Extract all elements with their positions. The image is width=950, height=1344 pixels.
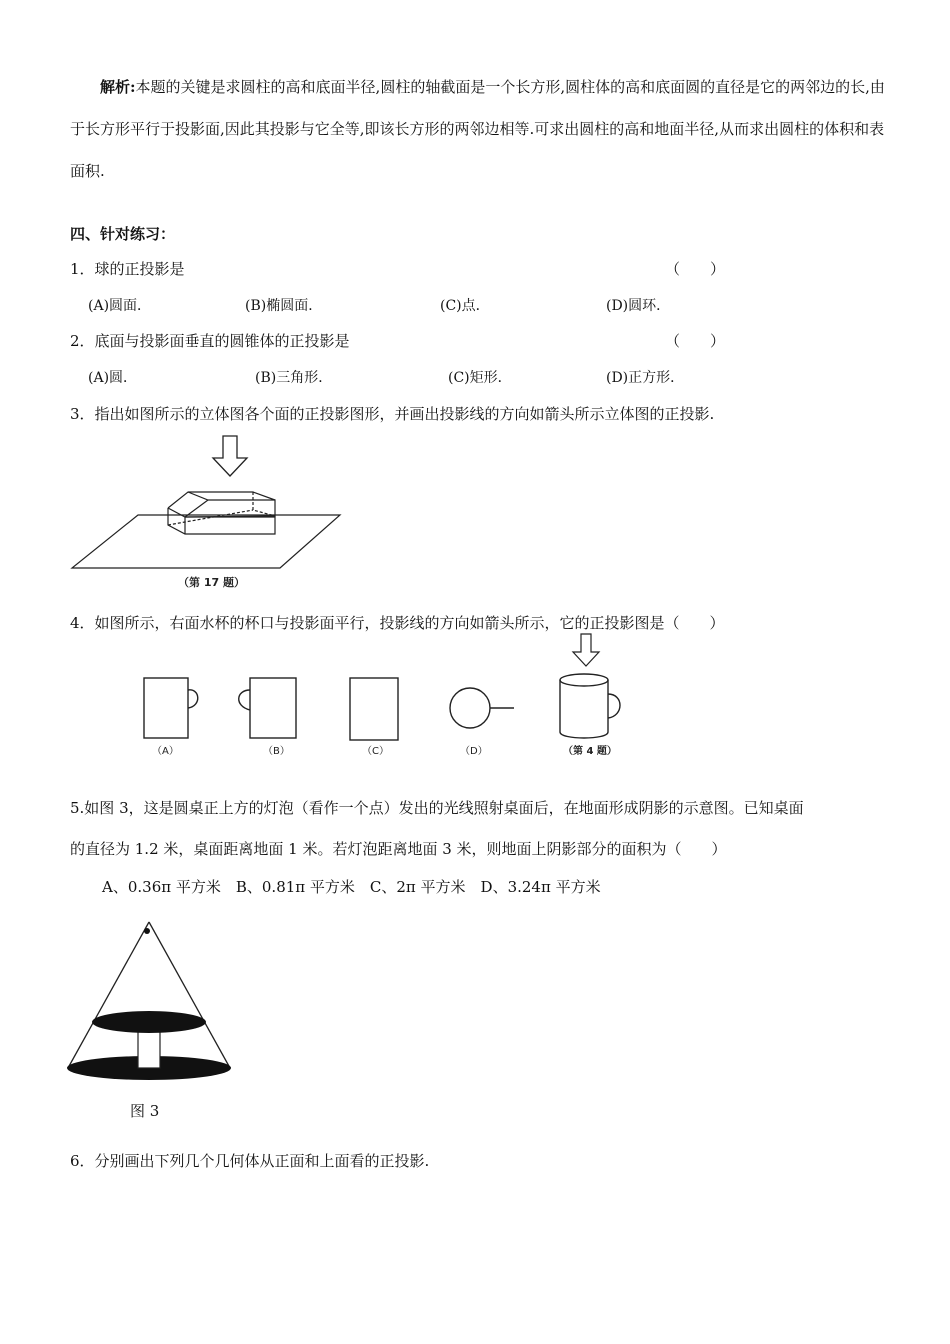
option-c-rectangle-figure [350, 678, 398, 740]
question-2-answer-paren: （ ） [665, 332, 726, 350]
question-2-option-c: (C)矩形． [448, 370, 512, 386]
analysis-text: 本题的关键是求圆柱的高和底面半径,圆柱的轴截面是一个长方形,圆柱体的高和底面圆的直径是它的两邻边的长,由于长方形平行于投影面,因此其投影与它全等,即该长方形的两邻边相等.可求出圆柱的高和地面半径,从而求出圆柱的体积和表面积. [70, 78, 885, 180]
question-2-option-d: (D)正方形． [606, 370, 685, 386]
question-5-line-1: 5.如图 3，这是圆桌正上方的灯泡（看作一个点）发出的光线照射桌面后，在地面形成阴影的示意图。已知桌面 [70, 799, 804, 817]
analysis-label: 解析: [100, 78, 136, 96]
question-1-answer-paren: （ ） [665, 260, 726, 278]
question-2-option-b: (B)三角形． [255, 370, 333, 386]
table-top [92, 1011, 206, 1033]
question-1-stem: 1．球的正投影是 [70, 260, 185, 278]
option-b-label: （B） [263, 746, 290, 757]
down-arrow-icon [573, 634, 599, 666]
question-4-stem: 4．如图所示，右面水杯的杯口与投影面平行，投影线的方向如箭头所示，它的正投影图是（ ） [70, 614, 725, 632]
light-bulb [144, 928, 150, 934]
option-c-label: （C） [362, 746, 389, 757]
projection-plane [72, 515, 340, 568]
cup-solid-figure [560, 674, 620, 738]
question-2-option-a: (A)圆． [88, 370, 138, 386]
question-5-figure [62, 918, 242, 1088]
question-3-stem: 3．指出如图所示的立体图各个面的正投影图形，并画出投影线的方向如箭头所示立体图的正投影. [70, 405, 715, 423]
question-1-option-c: (C)点． [440, 298, 490, 314]
question-3-caption: （第 17 题） [178, 576, 245, 589]
option-a-label: （A） [152, 746, 179, 757]
down-arrow-icon [213, 436, 247, 476]
option-d-label: （D） [460, 746, 488, 757]
question-1-option-a: (A)圆面． [88, 298, 152, 314]
question-2-stem: 2．底面与投影面垂直的圆锥体的正投影是 [70, 332, 350, 350]
question-5-line-2: 的直径为 1.2 米，桌面距离地面 1 米。若灯泡距离地面 3 米，则地面上阴影部分的面积为（ ） [70, 840, 727, 858]
block-solid [168, 492, 275, 534]
question-4-caption: （第 4 题） [563, 746, 617, 757]
option-d-circle-figure [450, 688, 514, 728]
question-3-figure [60, 430, 380, 600]
question-5-figure-caption: 图 3 [130, 1102, 160, 1120]
question-1-option-b: (B)椭圆面． [245, 298, 323, 314]
analysis-paragraph [70, 66, 885, 192]
question-1-option-d: (D)圆环． [606, 298, 671, 314]
question-5-options: A、0.36π 平方米 B、0.81π 平方米 C、2π 平方米 D、3.24π 平方米 [102, 878, 601, 896]
section-title: 四、针对练习： [70, 225, 176, 243]
option-b-cup-figure [239, 678, 296, 738]
question-6-stem: 6．分别画出下列几个几何体从正面和上面看的正投影. [70, 1152, 430, 1170]
option-a-cup-figure [144, 678, 198, 738]
question-4-figure [130, 632, 650, 762]
table-leg [138, 1028, 160, 1068]
